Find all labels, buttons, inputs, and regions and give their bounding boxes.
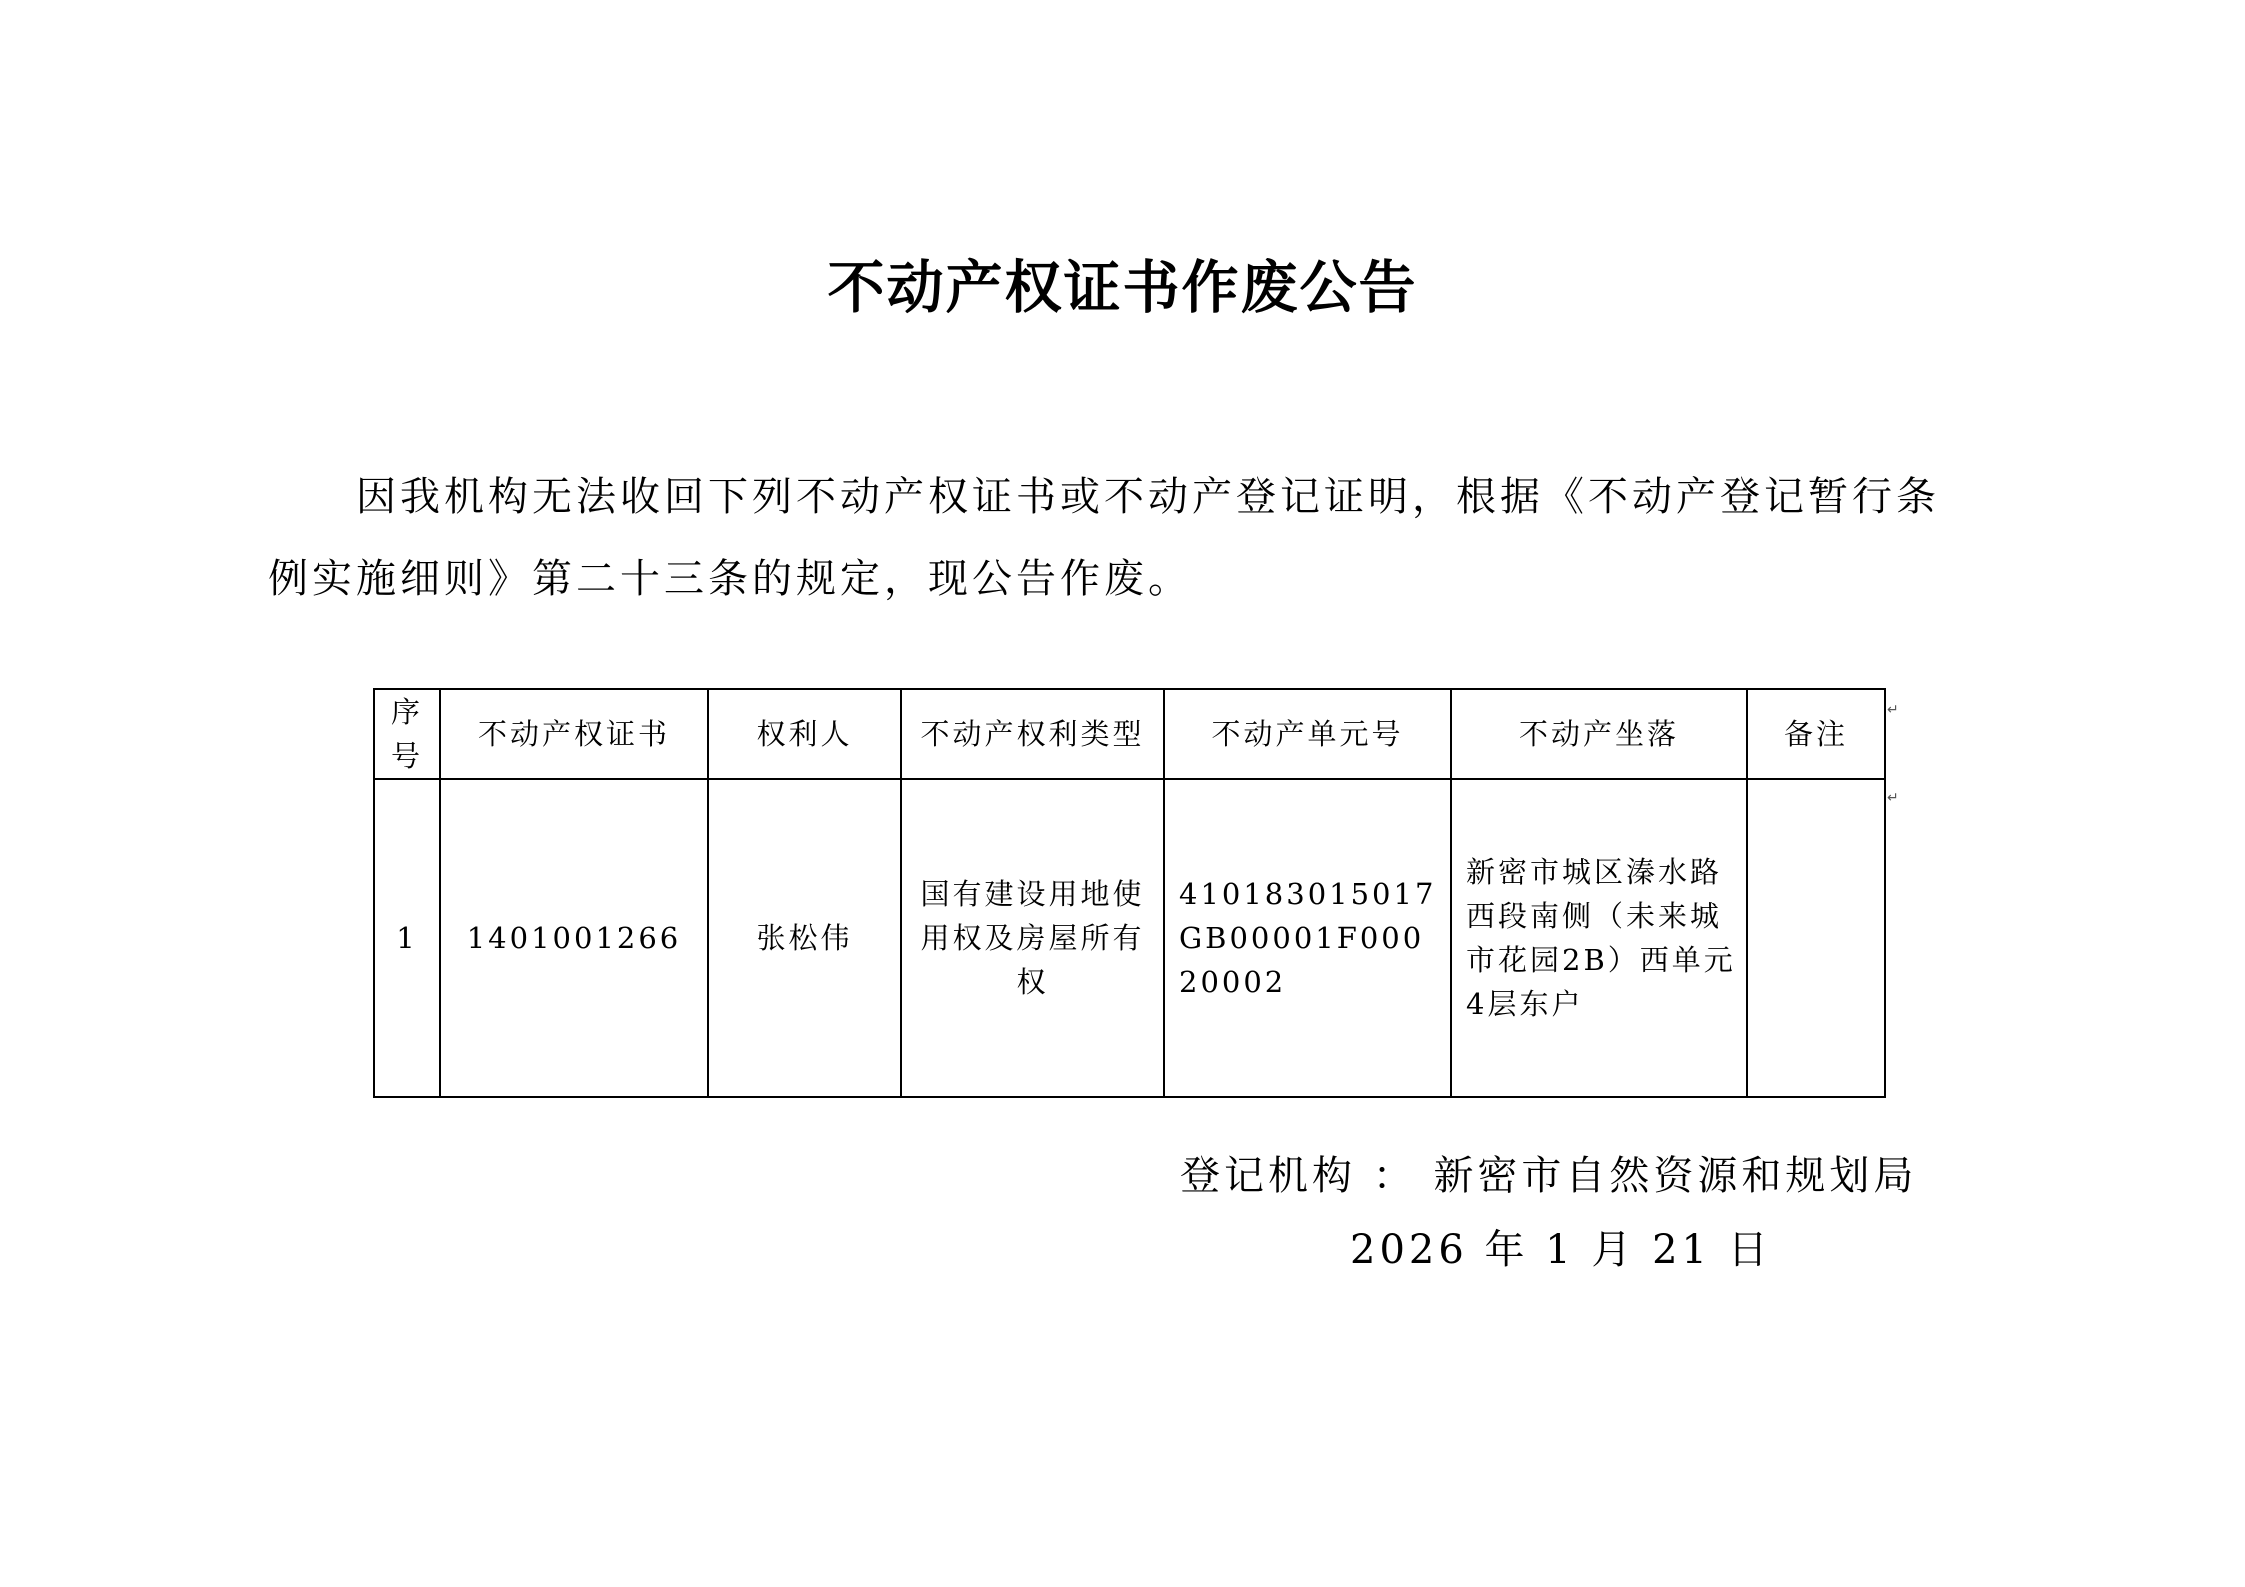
header-certificate: 不动产权证书: [440, 689, 708, 779]
table-edge-mark: ↵: [1887, 702, 1899, 718]
table-header-row: [374, 689, 1885, 779]
authority-name: 新密市自然资源和规划局: [1433, 1153, 1918, 1199]
signature-line: [1180, 1148, 1917, 1204]
table-row: [374, 779, 1885, 1097]
cell-unit-no: 410183015017GB00001F00020002: [1164, 779, 1451, 1097]
certificate-table: [373, 688, 1886, 1098]
issue-date: 2026 年 1 月 21 日: [1350, 1227, 1772, 1273]
notice-paragraph: [268, 456, 1968, 620]
cell-right-type: 国有建设用地使用权及房屋所有权: [901, 779, 1164, 1097]
notice-text: 因我机构无法收回下列不动产权证书或不动产登记证明，根据《不动产登记暂行条例实施细则》第二十三条的规定，现公告作废。: [268, 474, 1940, 602]
cell-remark: [1747, 779, 1885, 1097]
header-location: 不动产坐落: [1451, 689, 1747, 779]
document-title: 不动产权证书作废公告: [827, 254, 1418, 321]
header-right-type: 不动产权利类型: [901, 689, 1164, 779]
header-holder: 权利人: [708, 689, 901, 779]
table-edge-mark: ↵: [1887, 790, 1899, 806]
cell-certificate: 1401001266: [440, 779, 708, 1097]
cell-location: 新密市城区溱水路西段南侧（未来城市花园2B）西单元4层东户: [1451, 779, 1747, 1097]
authority-label: 登记机构 ：: [1180, 1153, 1417, 1199]
cell-seq: 1: [374, 779, 440, 1097]
header-seq: 序号: [374, 689, 440, 779]
header-remark: 备注: [1747, 689, 1885, 779]
cell-holder: 张松伟: [708, 779, 901, 1097]
header-unit-no: 不动产单元号: [1164, 689, 1451, 779]
